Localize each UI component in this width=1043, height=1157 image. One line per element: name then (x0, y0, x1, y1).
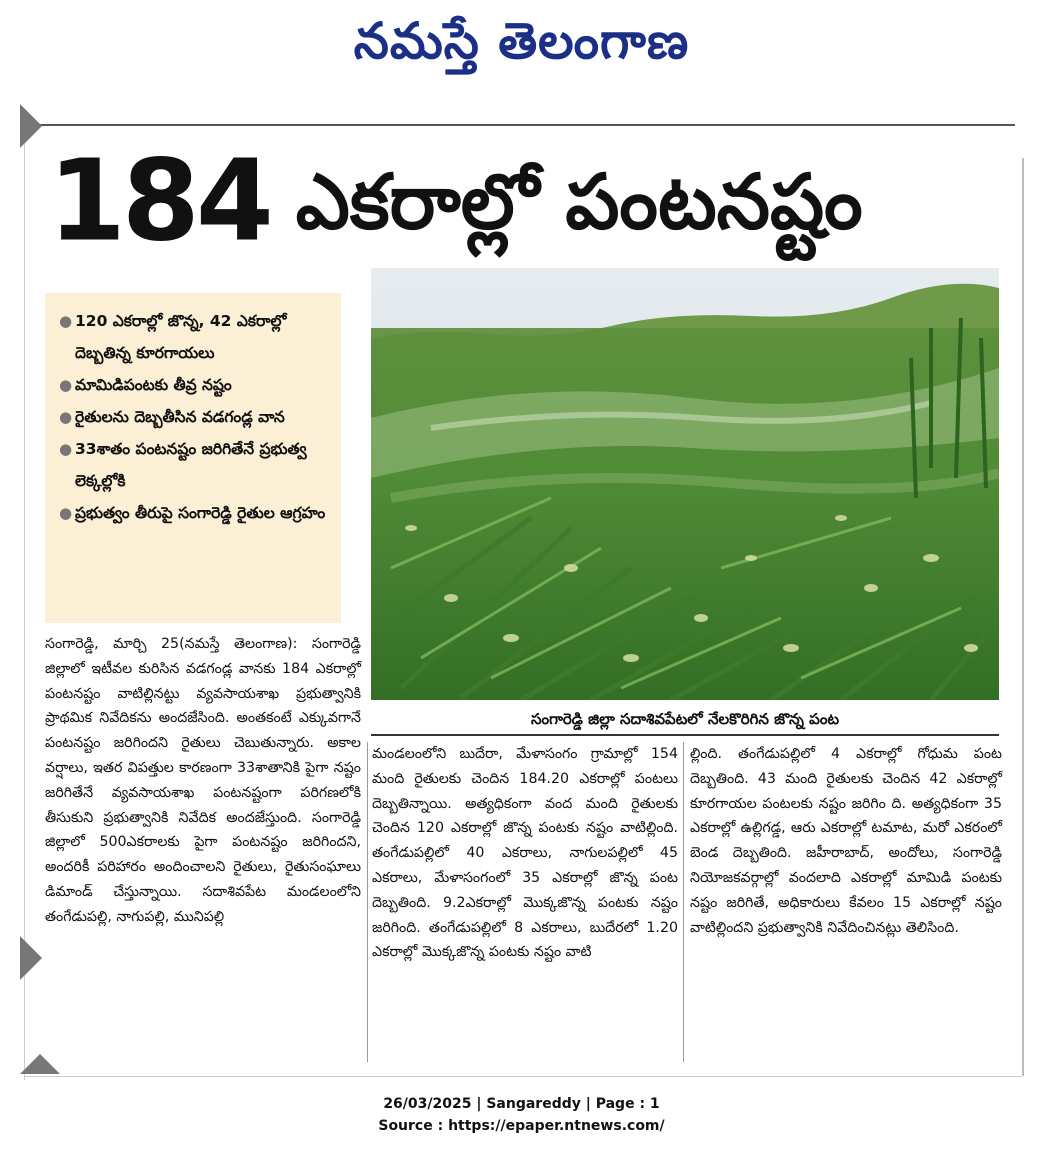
highlights-box (45, 293, 341, 623)
crop-damage-photo (371, 268, 999, 700)
bullet-icon: ● (59, 504, 73, 522)
article-column-1: సంగారెడ్డి, మార్చి 25(నమస్తే తెలంగాణ): సంగారెడ్డి జిల్లాలో ఇటీవల కురిసిన వడగండ్ల వానకు 184 ఎకరాల్లో పంటనష్టం వాటిల్లినట్టు వ్యవసాయశాఖ ప్రభుత్వానికి ప్రాథమిక నివేదికను అందజేసింది. అంతకంటే ఎక్కువగానే పంటనష్టం జరిగిందని రైతులు చెబుతున్నారు. అకాల వర్షాలు, ఇతర విపత్తుల కారణంగా 33శాతానికి పైగా నష్టం జరిగితేనే వ్యవసాయశాఖ పంటనష్టంగా పరిగణలోకి తీసుకుని ప్రభుత్వానికి నివేదిక అందజేస్తుంది. సంగారెడ్డి జిల్లాలో 500ఎకరాలకు పైగా పంటనష్టం జరిగిందని, అందరికీ పరిహారం అందించాలని రైతులు, రైతుసంఘాలు డిమాండ్ చేస్తున్నాయి. సదాశివపేట మండలంలోని తంగేడుపల్లి, నాగుపల్లి, మునిపల్లి (45, 636, 361, 925)
left-arrow-top-icon (20, 104, 42, 148)
highlight-item: ● మామిడిపంటకు తీవ్ర నష్టం (59, 369, 333, 401)
masthead-logo: నమస్తే తెలంగాణ (353, 12, 690, 70)
top-rule (40, 124, 1015, 126)
bullet-icon: ● (59, 408, 73, 426)
headline-number: 184 (48, 136, 270, 267)
bullet-icon: ● (59, 440, 73, 458)
left-arrow-middle-icon (20, 936, 42, 980)
highlight-item: ● ప్రభుత్వం తీరుపై సంగారెడ్డి రైతుల ఆగ్రహం (59, 497, 333, 529)
corner-arrow-icon (20, 1054, 60, 1074)
column-divider (683, 742, 684, 1062)
highlight-item: ● రైతులను దెబ్బతీసిన వడగండ్ల వాన (59, 401, 333, 433)
bottom-rule (24, 1076, 1022, 1077)
bullet-icon: ● (59, 312, 73, 330)
highlight-item: ● 33శాతం పంటనష్టం జరిగితేనే ప్రభుత్వ లెక్కల్లోకి (59, 433, 333, 497)
article-column-3: ల్లింది. తంగేడుపల్లిలో 4 ఎకరాల్లో గోధుమ పంట దెబ్బతింది. 43 మంది రైతులకు చెందిన 42 ఎకరాల్లో కూరగాయల పంటలకు నష్టం జరిగిం ది. అత్యధికంగా 35 ఎకరాల్లో ఉల్లిగడ్డ, ఆరు ఎకరాల్లో టమాట, మరో ఎకరంలో బెండ దెబ్బతింది. జహీరాబాద్, అందోలు, సంగారెడ్డి నియోజకవర్గాల్లో వందలాది ఎకరాల్లో మామిడి పంటకు నష్టం జరిగితే, అధికారులు కేవలం 15 ఎకరాల్లో నష్టం వాటిల్లిందని ప్రభుత్వానికి నివేదించినట్లు తెలిసింది. (690, 746, 1002, 936)
article-column-2: మండలంలోని బుదేరా, మేళాసంగం గ్రామాల్లో 154 మంది రైతులకు చెందిన 184.20 ఎకరాల్లో పంటలు దెబ్బతిన్నాయి. అత్యధికంగా వంద మంది రైతులకు చెందిన 120 ఎకరాల్లో జొన్న పంటకు నష్టం వాటిల్లింది. తంగేడుపల్లిలో 40 ఎకరాలు, నాగులపల్లిలో 45 ఎకరాలు, మేళాసంగంలో 35 ఎకరాల్లో జొన్న పంట దెబ్బతింది. 9.2ఎకరాల్లో మొక్కజొన్న పంటకు నష్టం జరిగింది. తంగేడుపల్లిలో 8 ఎకరాలు, బుదేరలో 1.20 ఎకరాల్లో మొక్కజొన్న పంటకు నష్టం వాటి (372, 746, 678, 961)
bullet-icon: ● (59, 376, 73, 394)
footer-source: Source : https://epaper.ntnews.com/ (378, 1118, 665, 1134)
footer-date-edition: 26/03/2025 | Sangareddy | Page : 1 (383, 1096, 660, 1112)
right-rule (1022, 158, 1024, 1076)
column-divider (367, 742, 368, 1062)
highlight-item: ● 120 ఎకరాల్లో జొన్న, 42 ఎకరాల్లో దెబ్బతిన్న కూరగాయలు (59, 305, 333, 369)
photo-caption: సంగారెడ్డి జిల్లా సదాశివపేటలో నేలకొరిగిన జొన్న పంట (371, 704, 999, 736)
headline (48, 136, 1008, 267)
headline-text: ఎకరాల్లో పంటనష్టం (295, 156, 863, 246)
